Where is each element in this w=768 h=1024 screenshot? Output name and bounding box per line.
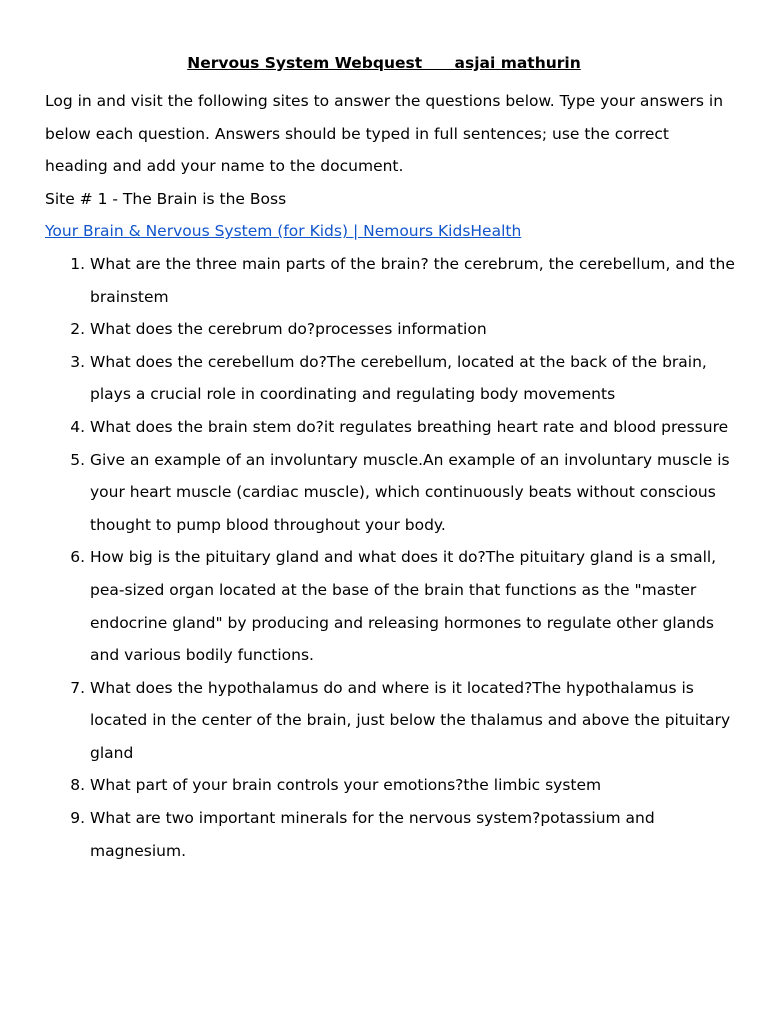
question-item: 1. What are the three main parts of the brain? the cerebrum, the cerebellum, and the brainstem — [90, 248, 735, 313]
site-heading: Site # 1 - The Brain is the Boss — [45, 189, 287, 208]
site-link-line — [45, 215, 735, 248]
question-item: 4. What does the brain stem do?it regulates breathing heart rate and blood pressure — [90, 411, 735, 444]
question-list — [45, 248, 735, 867]
document-title: Nervous System Webquest asjai mathurin — [187, 54, 581, 72]
question-item: 5. Give an example of an involuntary muscle.An example of an involuntary muscle is your heart muscle (cardiac muscle), which continuously beats without conscious thought to pump blood throughout your body. — [90, 444, 735, 542]
question-item: 6. How big is the pituitary gland and what does it do?The pituitary gland is a small, pea-sized organ located at the base of the brain that functions as the "master endocrine gland" by producing and releasing hormones to regulate other glands and various bodily functions. — [90, 541, 735, 671]
instructions-paragraph: Log in and visit the following sites to answer the questions below. Type your answers in below each question. Answers should be typed in full sentences; use the correct heading and add your name to the document. — [45, 92, 724, 176]
site-link[interactable]: Your Brain & Nervous System (for Kids) | Nemours KidsHealth — [45, 222, 522, 241]
question-item: 2. What does the cerebrum do?processes information — [90, 313, 735, 346]
question-item: 7. What does the hypothalamus do and where is it located?The hypothalamus is located in the center of the brain, just below the thalamus and above the pituitary gland — [90, 672, 735, 770]
question-item: 8. What part of your brain controls your emotions?the limbic system — [90, 769, 735, 802]
document-body — [45, 85, 735, 867]
question-item: 9. What are two important minerals for the nervous system?potassium and magnesium. — [90, 802, 735, 867]
question-item: 3. What does the cerebellum do?The cerebellum, located at the back of the brain, plays a crucial role in coordinating and regulating body movements — [90, 346, 735, 411]
